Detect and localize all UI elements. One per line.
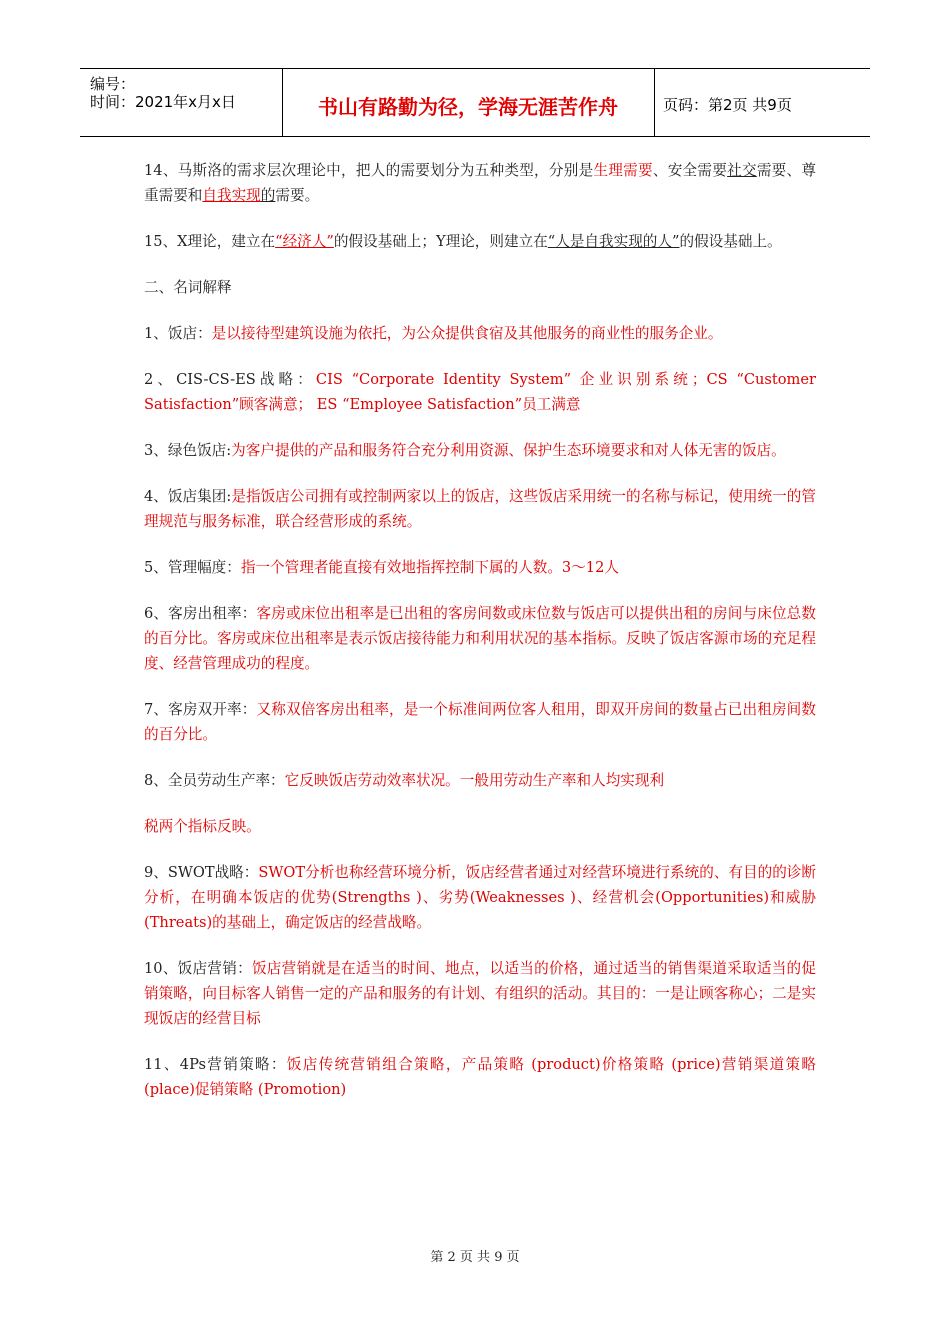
paragraph-d11 <box>144 1052 816 1102</box>
text-segment: 客房或床位出租率是已出租的客房间数或床位数与饭店可以提供出租的房间与床位总数的百分比。客房或床位出租率是表示饭店接待能力和利用状况的基本指标。反映了饭店客源市场的充足程度、经营管理成功的程度。 <box>144 605 816 672</box>
paragraph-d6 <box>144 601 816 676</box>
text-segment: 15、X理论，建立在 <box>144 233 276 250</box>
text-segment: 1、饭店： <box>144 325 212 342</box>
paragraph-s2 <box>144 275 816 300</box>
text-segment: 6、客房出租率： <box>144 605 257 622</box>
document-time-label: 时间：2021年x月x日 <box>90 93 236 111</box>
paragraph-d3 <box>144 438 816 463</box>
paragraph-d4 <box>144 484 816 534</box>
header-meta-cell <box>80 69 283 136</box>
text-segment: 饭店传统营销组合策略，产品策略 (product)价格策略 (price)营销渠道策略 (place)促销策略 (Promotion) <box>144 1056 816 1098</box>
text-segment: CIS “Corporate Identity System” 企业识别系统；CS “Customer Satisfaction”顾客满意； ES “Employee Satisfaction”员工满意 <box>144 371 816 413</box>
text-segment: 、安全需要 <box>652 162 728 179</box>
text-segment: 14、马斯洛的需求层次理论中，把人的需要划分为五种类型，分别是 <box>144 162 594 179</box>
paragraph-d2 <box>144 367 816 417</box>
text-segment: 社交 <box>727 162 757 179</box>
text-segment: 生理需要 <box>593 162 653 179</box>
text-segment: 自我实现 <box>202 187 261 204</box>
text-segment: 为客户提供的产品和服务符合充分利用资源、保护生态环境要求和对人体无害的饭店。 <box>231 442 786 459</box>
text-segment: 税两个指标反映。 <box>144 818 261 835</box>
text-segment: 4、饭店集团: <box>144 488 232 505</box>
text-segment: 二、名词解释 <box>144 279 232 296</box>
text-segment: 3、绿色饭店: <box>144 442 232 459</box>
text-segment: 是以接待型建筑设施为依托，为公众提供食宿及其他服务的商业性的服务企业。 <box>211 325 723 342</box>
text-segment: SWOT分析也称经营环境分析，饭店经营者通过对经营环境进行系统的、有目的的诊断分析，在明确本饭店的优势(Strengths )、劣势(Weaknesses )、经营机会(Opportunities)和威胁(Threats)的基础上，确定饭店的经营战略。 <box>144 864 817 931</box>
text-segment: 8、全员劳动生产率： <box>144 772 285 789</box>
text-segment: 9、SWOT战略： <box>144 864 259 881</box>
text-segment: 它反映饭店劳动效率状况。一般用劳动生产率和人均实现利 <box>284 772 665 789</box>
paragraph-d5 <box>144 555 816 580</box>
text-segment: 的假设基础上。 <box>679 233 782 250</box>
text-segment: “人是自我实现的人” <box>547 233 680 250</box>
text-segment: 5、管理幅度： <box>144 559 241 576</box>
text-segment: 是指饭店公司拥有或控制两家以上的饭店，这些饭店采用统一的名称与标记，使用统一的管理规范与服务标准，联合经营形成的系统。 <box>144 488 816 530</box>
header-page-cell <box>655 69 870 136</box>
paragraph-d7 <box>144 697 816 747</box>
page-footer: 第 2 页 共 9 页 <box>430 1250 520 1265</box>
header-motto: 书山有路勤为径，学海无涯苦作舟 <box>318 95 618 119</box>
text-segment: 10、饭店营销： <box>144 960 252 977</box>
text-segment: 11、4Ps营销策略： <box>144 1056 287 1073</box>
text-segment: 需要、尊重需要和 <box>144 162 816 204</box>
header-page-number: 页码：第2页 共9页 <box>663 96 792 114</box>
page-header <box>80 68 870 137</box>
text-segment: 又称双倍客房出租率，是一个标准间两位客人租用，即双开房间的数量占已出租房间数的百分比。 <box>144 701 816 743</box>
document-body <box>144 158 816 1123</box>
paragraph-d1 <box>144 321 816 346</box>
paragraph-p14 <box>144 158 816 208</box>
text-segment: 2、CIS-CS-ES战略： <box>144 371 316 388</box>
paragraph-d8a <box>144 768 816 793</box>
text-segment: “经济人” <box>275 233 334 250</box>
text-segment: 7、客房双开率： <box>144 701 257 718</box>
text-segment: 的假设基础上；Y理论，则建立在 <box>333 233 548 250</box>
text-segment: 需要。 <box>275 187 320 204</box>
paragraph-d8b <box>144 814 816 839</box>
paragraph-p15 <box>144 229 816 254</box>
document-number-label: 编号： <box>90 75 136 93</box>
header-motto-cell <box>282 69 655 136</box>
text-segment: 的 <box>260 187 276 204</box>
paragraph-d9 <box>144 860 816 935</box>
text-segment: 指一个管理者能直接有效地指挥控制下属的人数。3～12人 <box>240 559 619 576</box>
paragraph-d10 <box>144 956 816 1031</box>
text-segment: 饭店营销就是在适当的时间、地点，以适当的价格，通过适当的销售渠道采取适当的促销策略，向目标客人销售一定的产品和服务的有计划、有组织的活动。其目的：一是让顾客称心；二是实现饭店的经营目标 <box>144 960 816 1027</box>
